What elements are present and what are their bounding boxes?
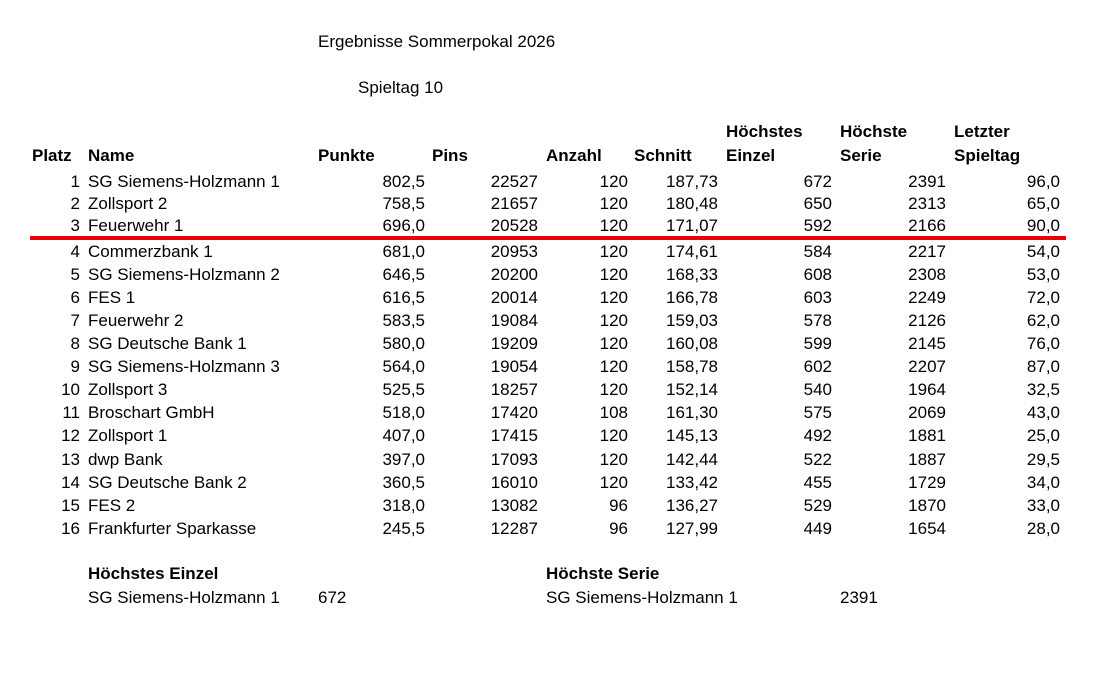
- cell-serie: 2217: [908, 242, 946, 261]
- cell-schnitt: 158,78: [666, 357, 718, 376]
- column-header-serie: Serie: [840, 146, 882, 165]
- cell-pins: 17420: [490, 403, 538, 422]
- cell-punkte: 758,5: [382, 194, 425, 213]
- column-header-punkte: Punkte: [318, 146, 375, 165]
- cell-punkte: 525,5: [382, 380, 425, 399]
- cell-serie: 1870: [908, 496, 946, 515]
- cell-einzel: 650: [803, 194, 832, 213]
- cell-pins: 12287: [490, 519, 538, 538]
- cell-letzter: 54,0: [1026, 242, 1060, 261]
- cell-anzahl: 120: [599, 450, 628, 469]
- cell-anzahl: 108: [599, 403, 628, 422]
- cell-schnitt: 166,78: [666, 288, 718, 307]
- cell-pins: 17093: [490, 450, 538, 469]
- cell-einzel: 672: [803, 172, 832, 191]
- summary-einzel-value: 672: [318, 588, 347, 607]
- cell-serie: 2249: [908, 288, 946, 307]
- cell-anzahl: 120: [599, 265, 628, 284]
- cell-name: Feuerwehr 1: [88, 216, 184, 235]
- column-header-pins: Pins: [432, 146, 468, 165]
- cell-einzel: 608: [803, 265, 832, 284]
- cell-name: SG Siemens-Holzmann 2: [88, 265, 280, 284]
- cell-platz: 15: [61, 496, 80, 515]
- cell-schnitt: 152,14: [666, 380, 718, 399]
- cell-punkte: 583,5: [382, 311, 425, 330]
- cell-platz: 9: [70, 357, 80, 376]
- cell-serie: 2308: [908, 265, 946, 284]
- cell-punkte: 696,0: [382, 216, 425, 235]
- cell-anzahl: 120: [599, 216, 628, 235]
- cell-einzel: 529: [803, 496, 832, 515]
- cell-anzahl: 120: [599, 380, 628, 399]
- column-header-letzter: Letzter: [954, 122, 1010, 141]
- cell-anzahl: 120: [599, 242, 628, 261]
- summary-einzel-name: SG Siemens-Holzmann 1: [88, 588, 280, 607]
- cell-platz: 4: [70, 242, 80, 261]
- cell-platz: 7: [70, 311, 80, 330]
- summary-serie-name: SG Siemens-Holzmann 1: [546, 588, 738, 607]
- cell-name: SG Deutsche Bank 2: [88, 473, 247, 492]
- cell-punkte: 681,0: [382, 242, 425, 261]
- cell-letzter: 87,0: [1026, 357, 1060, 376]
- cell-name: Broschart GmbH: [88, 403, 215, 422]
- cell-name: Frankfurter Sparkasse: [88, 519, 257, 538]
- cell-anzahl: 120: [599, 311, 628, 330]
- cell-serie: 1964: [908, 380, 946, 399]
- cell-platz: 2: [70, 194, 80, 213]
- cell-platz: 6: [70, 288, 80, 307]
- cell-einzel: 584: [803, 242, 832, 261]
- cell-punkte: 580,0: [382, 334, 425, 353]
- cell-punkte: 397,0: [382, 450, 425, 469]
- cell-anzahl: 96: [609, 519, 628, 538]
- summary-serie-heading: Höchste Serie: [546, 564, 660, 583]
- cell-schnitt: 161,30: [666, 403, 718, 422]
- cell-anzahl: 120: [599, 334, 628, 353]
- cell-serie: 2069: [908, 403, 946, 422]
- cell-pins: 13082: [490, 496, 538, 515]
- column-header-hoechste: Höchste: [840, 122, 908, 141]
- cell-schnitt: 136,27: [666, 496, 718, 515]
- cell-serie: 2166: [908, 216, 946, 235]
- cell-serie: 2313: [908, 194, 946, 213]
- cell-serie: 1729: [908, 473, 946, 492]
- cell-schnitt: 127,99: [666, 519, 718, 538]
- cell-anzahl: 120: [599, 288, 628, 307]
- cell-schnitt: 174,61: [666, 242, 718, 261]
- cell-punkte: 518,0: [382, 403, 425, 422]
- cell-schnitt: 160,08: [666, 334, 718, 353]
- cell-einzel: 575: [803, 403, 832, 422]
- cell-pins: 20953: [490, 242, 538, 261]
- cell-platz: 3: [70, 216, 80, 235]
- cell-serie: 2126: [908, 311, 946, 330]
- cell-einzel: 492: [803, 426, 832, 445]
- cell-schnitt: 145,13: [666, 426, 718, 445]
- cell-punkte: 318,0: [382, 496, 425, 515]
- column-header-name: Name: [88, 146, 135, 165]
- cell-anzahl: 120: [599, 194, 628, 213]
- cell-name: SG Deutsche Bank 1: [88, 334, 247, 353]
- cell-einzel: 599: [803, 334, 832, 353]
- cell-pins: 21657: [490, 194, 538, 213]
- cell-pins: 17415: [490, 426, 538, 445]
- cell-serie: 1654: [908, 519, 946, 538]
- cell-punkte: 802,5: [382, 172, 425, 191]
- column-header-hoechstes: Höchstes: [726, 122, 803, 141]
- cell-letzter: 65,0: [1026, 194, 1060, 213]
- cell-pins: 19209: [490, 334, 538, 353]
- cell-letzter: 25,0: [1026, 426, 1060, 445]
- cell-platz: 14: [61, 473, 80, 492]
- column-header-schnitt: Schnitt: [634, 146, 692, 165]
- cell-punkte: 564,0: [382, 357, 425, 376]
- cell-serie: 2145: [908, 334, 946, 353]
- cell-einzel: 578: [803, 311, 832, 330]
- cell-schnitt: 159,03: [666, 311, 718, 330]
- column-header-spieltag: Spieltag: [954, 146, 1021, 165]
- summary-einzel-heading: Höchstes Einzel: [88, 564, 219, 583]
- cell-pins: 16010: [490, 473, 538, 492]
- cell-name: Commerzbank 1: [88, 242, 213, 261]
- cell-platz: 8: [70, 334, 80, 353]
- cell-name: dwp Bank: [88, 450, 163, 469]
- cell-einzel: 602: [803, 357, 832, 376]
- cell-pins: 18257: [490, 380, 538, 399]
- cell-serie: 1887: [908, 450, 946, 469]
- cell-punkte: 646,5: [382, 265, 425, 284]
- cell-letzter: 53,0: [1026, 265, 1060, 284]
- cell-schnitt: 171,07: [666, 216, 718, 235]
- cell-letzter: 32,5: [1026, 380, 1060, 399]
- cell-name: Zollsport 1: [88, 426, 168, 445]
- cell-name: Zollsport 2: [88, 194, 168, 213]
- page-subtitle: Spieltag 10: [358, 78, 444, 97]
- cell-punkte: 616,5: [382, 288, 425, 307]
- column-header-platz: Platz: [32, 146, 72, 165]
- cell-letzter: 43,0: [1026, 403, 1060, 422]
- cell-anzahl: 96: [609, 496, 628, 515]
- cell-letzter: 29,5: [1026, 450, 1060, 469]
- cell-pins: 20528: [490, 216, 538, 235]
- cell-anzahl: 120: [599, 357, 628, 376]
- cell-pins: 19084: [490, 311, 538, 330]
- cell-schnitt: 133,42: [666, 473, 718, 492]
- cell-serie: 1881: [908, 426, 946, 445]
- cell-einzel: 540: [803, 380, 832, 399]
- cell-einzel: 603: [803, 288, 832, 307]
- cell-platz: 16: [61, 519, 80, 538]
- cell-pins: 20014: [490, 288, 538, 307]
- cell-letzter: 33,0: [1026, 496, 1060, 515]
- cell-name: FES 1: [88, 288, 136, 307]
- cell-name: SG Siemens-Holzmann 3: [88, 357, 280, 376]
- cell-letzter: 34,0: [1026, 473, 1060, 492]
- cell-name: Zollsport 3: [88, 380, 168, 399]
- cell-letzter: 76,0: [1026, 334, 1060, 353]
- cell-schnitt: 180,48: [666, 194, 718, 213]
- cell-letzter: 28,0: [1026, 519, 1060, 538]
- cell-anzahl: 120: [599, 426, 628, 445]
- cell-platz: 12: [61, 426, 80, 445]
- cell-punkte: 245,5: [382, 519, 425, 538]
- cell-letzter: 96,0: [1026, 172, 1060, 191]
- cell-schnitt: 168,33: [666, 265, 718, 284]
- cell-pins: 20200: [490, 265, 538, 284]
- cell-platz: 5: [70, 265, 80, 284]
- cell-punkte: 360,5: [382, 473, 425, 492]
- cell-platz: 11: [62, 403, 80, 422]
- page-title: Ergebnisse Sommerpokal 2026: [318, 32, 556, 51]
- cell-letzter: 72,0: [1026, 288, 1060, 307]
- cell-name: SG Siemens-Holzmann 1: [88, 172, 280, 191]
- qualification-divider: [30, 236, 1066, 240]
- cell-einzel: 522: [803, 450, 832, 469]
- column-header-anzahl: Anzahl: [546, 146, 602, 165]
- cell-einzel: 455: [803, 473, 832, 492]
- column-header-einzel: Einzel: [726, 146, 776, 165]
- cell-serie: 2391: [908, 172, 946, 191]
- cell-anzahl: 120: [599, 473, 628, 492]
- cell-platz: 1: [70, 172, 80, 191]
- cell-punkte: 407,0: [382, 426, 425, 445]
- cell-einzel: 592: [803, 216, 832, 235]
- cell-name: Feuerwehr 2: [88, 311, 184, 330]
- cell-name: FES 2: [88, 496, 136, 515]
- cell-letzter: 90,0: [1026, 216, 1060, 235]
- cell-anzahl: 120: [599, 172, 628, 191]
- cell-schnitt: 187,73: [666, 172, 718, 191]
- cell-pins: 19054: [490, 357, 538, 376]
- cell-platz: 10: [61, 380, 80, 399]
- cell-einzel: 449: [803, 519, 832, 538]
- summary-serie-value: 2391: [840, 588, 878, 607]
- cell-pins: 22527: [490, 172, 538, 191]
- cell-serie: 2207: [908, 357, 946, 376]
- cell-platz: 13: [61, 450, 80, 469]
- cell-letzter: 62,0: [1026, 311, 1060, 330]
- cell-schnitt: 142,44: [666, 450, 718, 469]
